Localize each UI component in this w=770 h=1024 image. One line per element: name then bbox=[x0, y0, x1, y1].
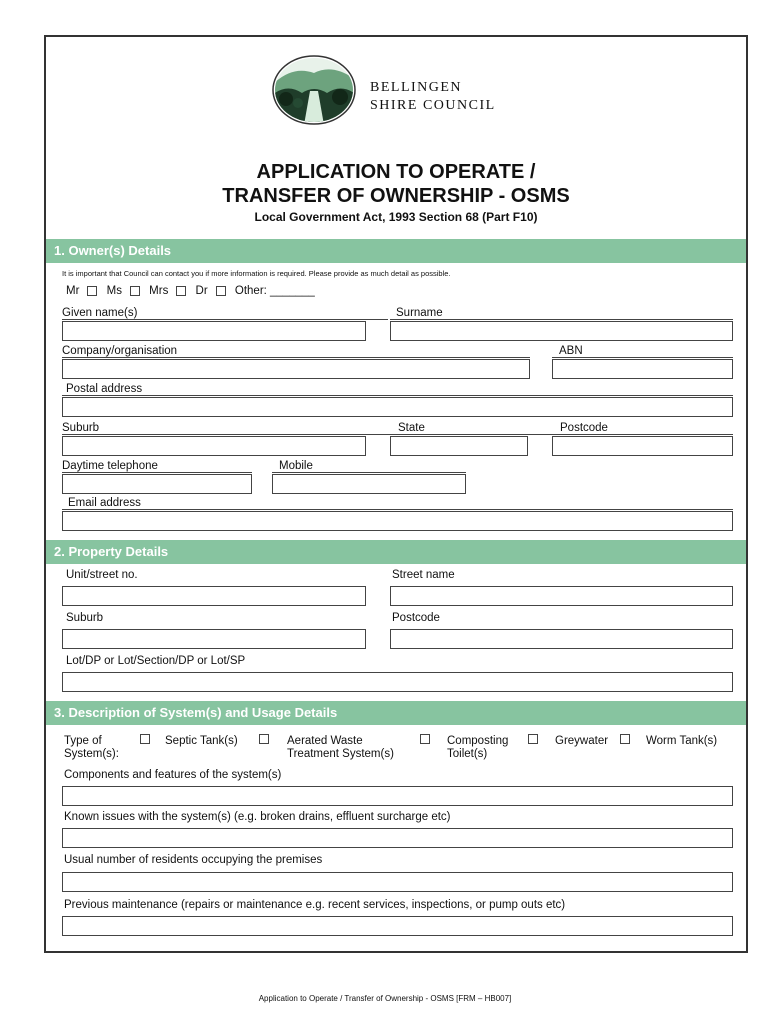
property-postcode-field[interactable] bbox=[390, 629, 733, 649]
day-phone-field[interactable] bbox=[62, 474, 252, 494]
postal-field[interactable] bbox=[62, 397, 733, 417]
unit-label: Unit/street no. bbox=[66, 569, 138, 581]
given-name-label: Given name(s) bbox=[62, 307, 388, 320]
abn-label: ABN bbox=[552, 345, 733, 358]
issues-label: Known issues with the system(s) (e.g. broken drains, effluent surcharge etc) bbox=[64, 811, 451, 823]
composting-label: Composting Toilet(s) bbox=[447, 735, 509, 760]
lot-label: Lot/DP or Lot/Section/DP or Lot/SP bbox=[66, 655, 246, 667]
unit-field[interactable] bbox=[62, 586, 366, 606]
form-subtitle: Local Government Act, 1993 Section 68 (Part F10) bbox=[254, 210, 538, 224]
composting-checkbox[interactable] bbox=[420, 734, 430, 744]
title-options bbox=[66, 285, 315, 297]
worm-checkbox[interactable] bbox=[620, 734, 630, 744]
worm-label: Worm Tank(s) bbox=[646, 735, 718, 747]
council-name-line2: SHIRE COUNCIL bbox=[370, 98, 496, 113]
greywater-checkbox[interactable] bbox=[528, 734, 538, 744]
maintenance-field[interactable] bbox=[62, 916, 733, 936]
property-postcode-label: Postcode bbox=[392, 612, 440, 624]
street-label: Street name bbox=[392, 569, 455, 581]
form-title-line1: APPLICATION TO OPERATE / bbox=[256, 161, 536, 183]
contact-note: It is important that Council can contact you if more information is required. Please provide as much detail as possible. bbox=[62, 269, 451, 278]
components-field[interactable] bbox=[62, 786, 733, 806]
aerated-checkbox[interactable] bbox=[259, 734, 269, 744]
state-field[interactable] bbox=[390, 436, 528, 456]
suburb-label: Suburb bbox=[62, 422, 733, 435]
residents-field[interactable] bbox=[62, 872, 733, 892]
company-field[interactable] bbox=[62, 359, 530, 379]
lot-field[interactable] bbox=[62, 672, 733, 692]
maintenance-label: Previous maintenance (repairs or maintenance e.g. recent services, inspections, or pump outs etc) bbox=[64, 899, 566, 911]
greywater-label: Greywater bbox=[555, 735, 609, 747]
issues-field[interactable] bbox=[62, 828, 733, 848]
title-mrs-label: Mrs bbox=[149, 285, 169, 297]
company-label: Company/organisation bbox=[62, 345, 530, 358]
council-name bbox=[370, 79, 496, 115]
title-mr-checkbox[interactable] bbox=[87, 286, 97, 296]
postcode-label: Postcode bbox=[560, 422, 608, 434]
title-other-label: Other: _______ bbox=[234, 285, 315, 297]
given-name-field[interactable] bbox=[62, 321, 366, 341]
section-2-heading: 2. Property Details bbox=[46, 540, 746, 564]
surname-label: Surname bbox=[390, 307, 733, 320]
suburb-field[interactable] bbox=[62, 436, 366, 456]
street-field[interactable] bbox=[390, 586, 733, 606]
septic-label: Septic Tank(s) bbox=[165, 735, 238, 747]
form-title-line2: TRANSFER OF OWNERSHIP - OSMS bbox=[222, 185, 570, 207]
section-3-heading: 3. Description of System(s) and Usage Details bbox=[46, 701, 746, 725]
residents-label: Usual number of residents occupying the premises bbox=[64, 854, 323, 866]
surname-field[interactable] bbox=[390, 321, 733, 341]
email-label: Email address bbox=[62, 497, 733, 510]
abn-field[interactable] bbox=[552, 359, 733, 379]
page-footer: Application to Operate / Transfer of Ownership - OSMS [FRM – HB007] bbox=[258, 994, 512, 1003]
aerated-label: Aerated Waste Treatment System(s) bbox=[287, 735, 394, 760]
system-type-label: Type of System(s): bbox=[64, 735, 119, 760]
title-mr-label: Mr bbox=[66, 285, 80, 297]
postal-label: Postal address bbox=[62, 383, 733, 396]
state-label: State bbox=[398, 422, 425, 434]
email-field[interactable] bbox=[62, 511, 733, 531]
property-suburb-label: Suburb bbox=[66, 612, 104, 624]
septic-checkbox[interactable] bbox=[140, 734, 150, 744]
postcode-field[interactable] bbox=[552, 436, 733, 456]
mobile-label: Mobile bbox=[272, 460, 466, 473]
title-dr-checkbox[interactable] bbox=[216, 286, 226, 296]
components-label: Components and features of the system(s) bbox=[64, 769, 282, 781]
title-ms-checkbox[interactable] bbox=[130, 286, 140, 296]
day-phone-label: Daytime telephone bbox=[62, 460, 252, 473]
title-mrs-checkbox[interactable] bbox=[176, 286, 186, 296]
section-1-heading: 1. Owner(s) Details bbox=[46, 239, 746, 263]
title-ms-label: Ms bbox=[106, 285, 122, 297]
council-logo-icon bbox=[272, 55, 357, 125]
council-name-line1: BELLINGEN bbox=[370, 80, 463, 95]
title-dr-label: Dr bbox=[195, 285, 208, 297]
property-suburb-field[interactable] bbox=[62, 629, 366, 649]
mobile-field[interactable] bbox=[272, 474, 466, 494]
